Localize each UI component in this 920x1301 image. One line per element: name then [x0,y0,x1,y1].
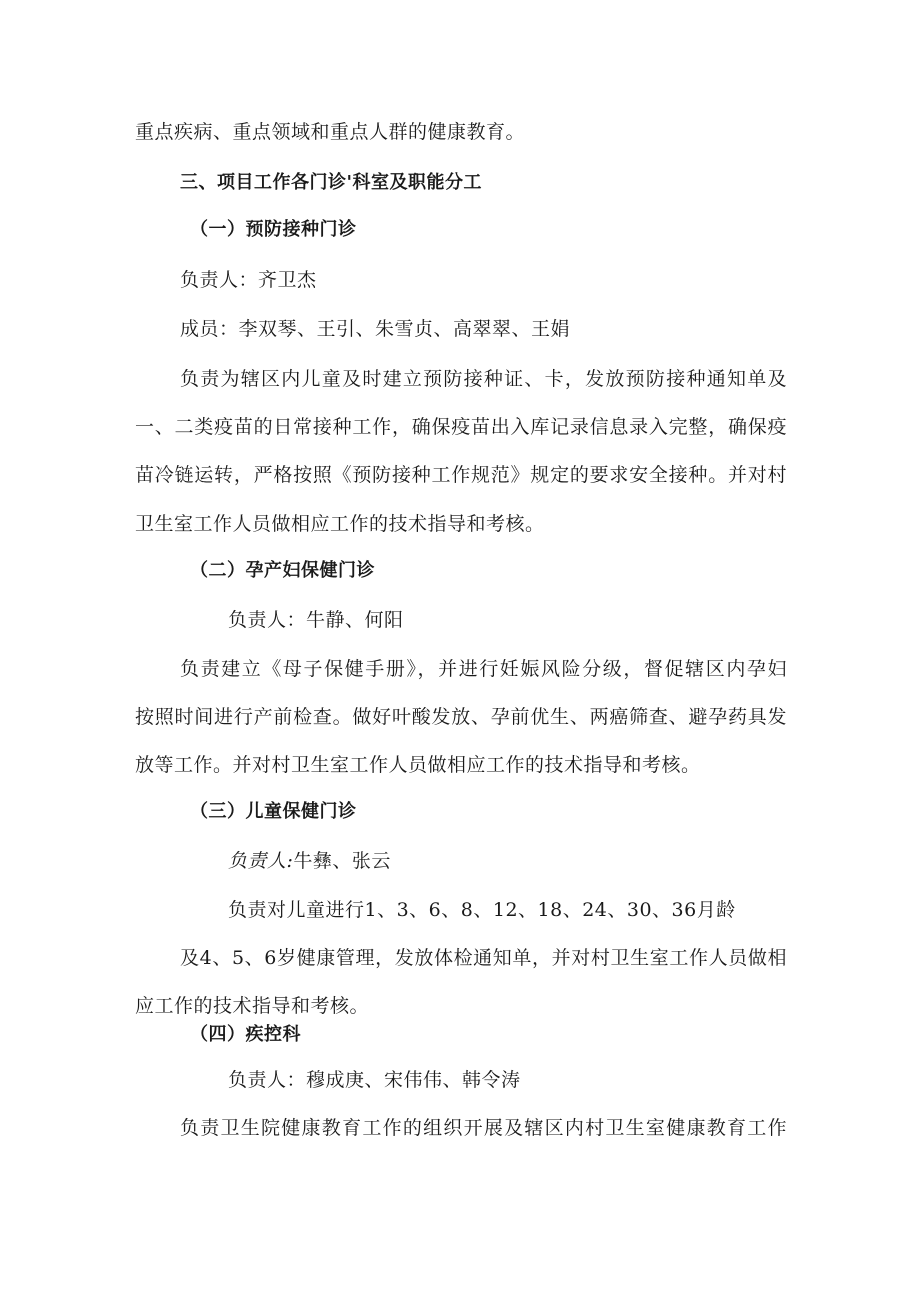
subsection-title-cdc: （四）疾控科 [190,1024,301,1045]
cdc-lead: 负责人：穆成庚、宋伟伟、韩令涛 [228,1069,521,1091]
vaccination-body-line: 负责为辖区内儿童及时建立预防接种证、卡，发放预防接种通知单及 [180,368,787,390]
subsection-title-child: （三）儿童保健门诊 [190,801,357,822]
child-lead-names: 牛彝、张云 [293,850,391,872]
child-body-line: 应工作的技术指导和考核。 [135,995,370,1017]
child-body-line: 及4、5、6岁健康管理，发放体检通知单，并对村卫生室工作人员做相 [180,947,787,969]
maternal-lead: 负责人：牛静、何阳 [228,609,404,631]
vaccination-body-line: 苗冷链运转，严格按照《预防接种工作规范》规定的要求安全接种。并对村 [135,464,787,486]
maternal-body-line: 放等工作。并对村卫生室工作人员做相应工作的技术指导和考核。 [135,754,701,776]
paragraph-continuation: 重点疾病、重点领域和重点人群的健康教育。 [135,121,526,143]
subsection-title-vaccination: （一）预防接种门诊 [190,219,357,240]
maternal-body-line: 负责建立《母子保健手册》，并进行妊娠风险分级，督促辖区内孕妇 [180,658,787,680]
subsection-title-maternal: （二）孕产妇保健门诊 [190,560,375,581]
section-heading: 三、项目工作各门诊'科室及职能分工 [180,172,483,193]
vaccination-lead: 负责人：齐卫杰 [180,269,317,291]
vaccination-members: 成员：李双琴、王引、朱雪贞、高翠翠、王娟 [180,318,571,340]
cdc-body-line: 负责卫生院健康教育工作的组织开展及辖区内村卫生室健康教育工作 [180,1117,787,1139]
maternal-body-line: 按照时间进行产前检查。做好叶酸发放、孕前优生、两癌筛查、避孕药具发 [135,706,787,728]
child-lead [228,848,391,874]
vaccination-body-line: 卫生室工作人员做相应工作的技术指导和考核。 [135,513,545,535]
child-lead-label: 负责人: [228,850,294,872]
vaccination-body-line: 一、二类疫苗的日常接种工作，确保疫苗出入库记录信息录入完整，确保疫 [135,416,787,438]
child-body-line: 负责对儿童进行1、3、6、8、12、18、24、30、36月龄 [228,899,736,921]
